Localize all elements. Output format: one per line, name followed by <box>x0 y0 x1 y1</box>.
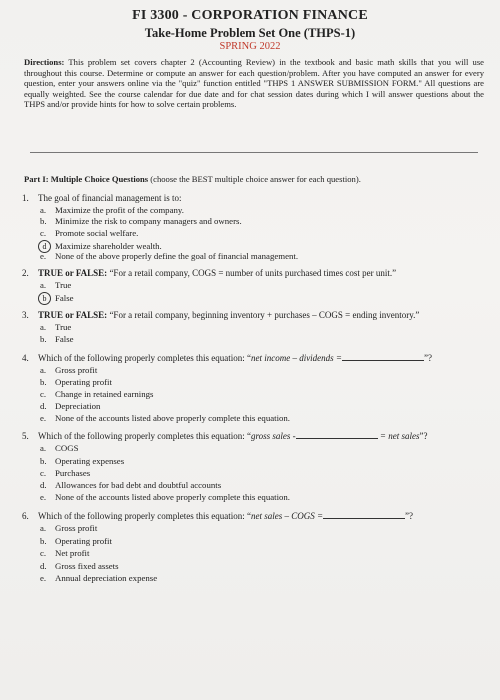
question-number: 1. <box>22 193 29 203</box>
option-6a[interactable]: a. Gross profit <box>40 523 98 533</box>
directions-text: This problem set covers chapter 2 (Accounting Review) in the textbook and basic math skills that you will use throughout this course. Determine or compute an answer for each question/problem. After you have computed an answer for every question, enter your answers online via the "quiz" function entitled "THPS 1 ANSWER SUBMISSION FORM." All questions are equally weighted. See the course calendar for due date and for chat session dates during which I will answer questions about the THPS and/or provide hints for how to solve certain problems. <box>24 57 484 110</box>
option-5d[interactable]: d. Allowances for bad debt and doubtful accounts <box>40 480 222 490</box>
question-3: 3. TRUE or FALSE: “For a retail company, beginning inventory + purchases – COGS = ending inventory.” <box>22 310 420 320</box>
option-2b[interactable]: b False <box>40 292 74 305</box>
question-1 <box>22 193 181 203</box>
selected-answer-circle: d <box>38 240 51 253</box>
divider-line <box>30 152 478 153</box>
option-3b[interactable]: b. False <box>40 334 74 344</box>
option-4d[interactable]: d. Depreciation <box>40 401 101 411</box>
question-5: 5. Which of the following properly completes this equation: “gross sales - = net sales”? <box>22 431 428 441</box>
option-6b[interactable]: b. Operating profit <box>40 536 112 546</box>
answer-blank <box>323 518 405 519</box>
option-1d[interactable]: d Maximize shareholder wealth. <box>40 240 162 253</box>
option-6c[interactable]: c. Net profit <box>40 548 90 558</box>
directions-paragraph <box>24 57 484 110</box>
option-3a[interactable]: a. True <box>40 322 72 332</box>
option-1b[interactable]: b. Minimize the risk to company managers and owners. <box>40 216 242 226</box>
part-label: Part I: Multiple Choice Questions <box>24 174 149 184</box>
option-2a[interactable]: a. True <box>40 280 72 290</box>
option-4c[interactable]: c. Change in retained earnings <box>40 389 154 399</box>
option-4e[interactable]: e. None of the accounts listed above properly complete this equation. <box>40 413 291 423</box>
question-2: 2. TRUE or FALSE: “For a retail company, COGS = number of units purchased times cost per unit.” <box>22 268 397 278</box>
option-4a[interactable]: a. Gross profit <box>40 365 98 375</box>
option-6e[interactable]: e. Annual depreciation expense <box>40 573 158 583</box>
selected-answer-circle: b <box>38 292 51 305</box>
term-label: SPRING 2022 <box>219 41 281 52</box>
option-5c[interactable]: c. Purchases <box>40 468 91 478</box>
question-6: 6. Which of the following properly completes this equation: “net sales – COGS = ”? <box>22 511 414 521</box>
question-text: The goal of financial management is to: <box>38 193 182 203</box>
page-subtitle: Take-Home Problem Set One (THPS-1) <box>144 26 356 40</box>
directions-label: Directions: <box>24 57 65 67</box>
page-title: FI 3300 - CORPORATION FINANCE <box>132 8 368 23</box>
question-4: 4. Which of the following properly completes this equation: “net income – dividends = ”? <box>22 353 433 363</box>
option-1c[interactable]: c. Promote social welfare. <box>40 228 139 238</box>
option-5b[interactable]: b. Operating expenses <box>40 456 125 466</box>
option-6d[interactable]: d. Gross fixed assets <box>40 561 119 571</box>
part-instruction: (choose the BEST multiple choice answer for each question). <box>148 174 361 184</box>
option-5a[interactable]: a. COGS <box>40 443 79 453</box>
option-1e[interactable]: e. None of the above properly define the goal of financial management. <box>40 251 299 261</box>
answer-blank <box>342 360 424 361</box>
part-heading <box>24 174 361 184</box>
option-5e[interactable]: e. None of the accounts listed above properly complete this equation. <box>40 492 291 502</box>
option-1a[interactable]: a. Maximize the profit of the company. <box>40 205 184 215</box>
answer-blank <box>296 438 378 439</box>
option-4b[interactable]: b. Operating profit <box>40 377 112 387</box>
